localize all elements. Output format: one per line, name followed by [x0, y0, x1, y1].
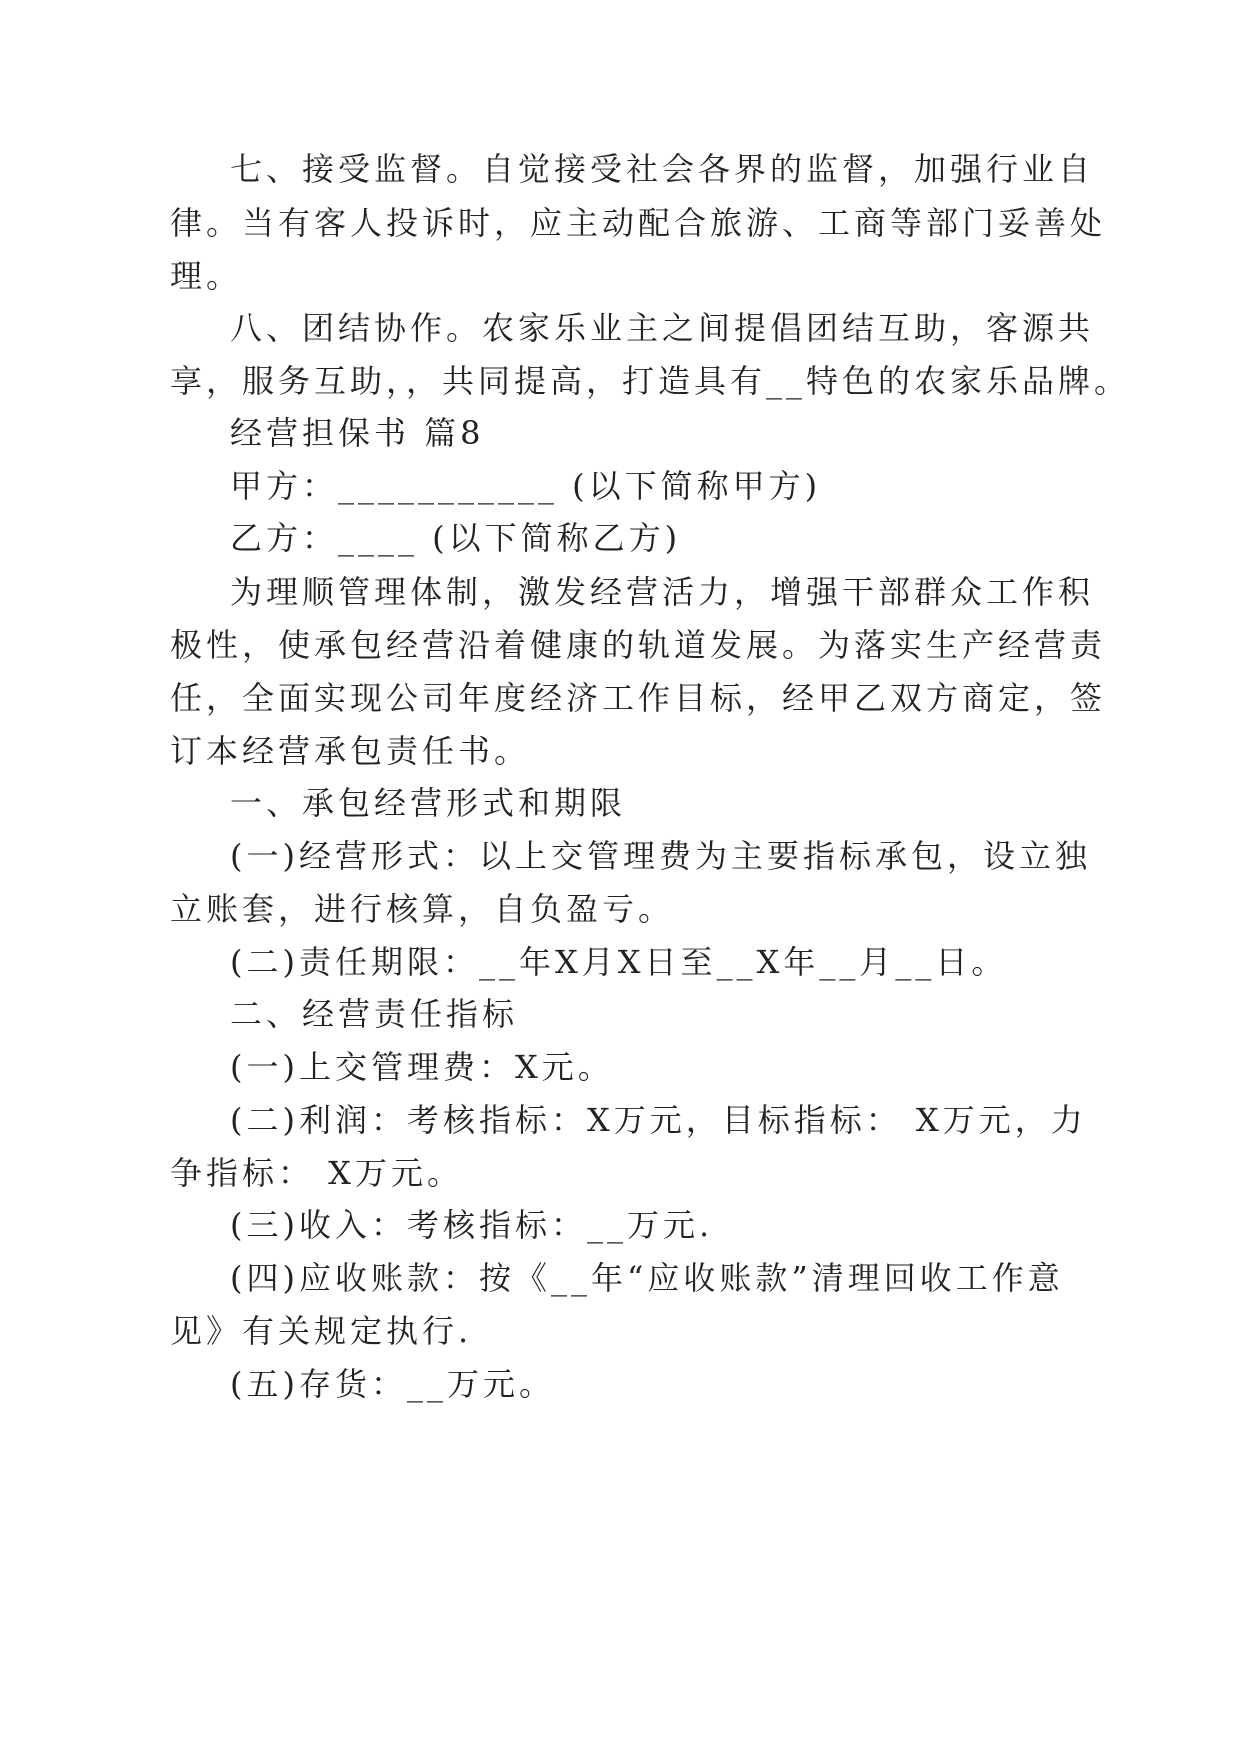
paragraph-line: 为理顺管理体制，激发经营活力，增强干部群众工作积 [230, 573, 1095, 611]
paragraph-line: (二)利润：考核指标：X万元，目标指标： X万元，力 [230, 1101, 1087, 1139]
paragraph-line: (一)上交管理费：X元。 [230, 1048, 614, 1086]
section-heading: 二、经营责任指标 [230, 995, 519, 1033]
section-heading: 经营担保书 篇8 [230, 414, 485, 452]
paragraph-line: (二)责任期限：__年X月X日至__X年__月__日。 [230, 943, 1008, 981]
paragraph-line: (五)存货：__万元。 [230, 1365, 555, 1403]
paragraph-line: 争指标： X万元。 [170, 1154, 463, 1192]
paragraph-line: 享，服务互助，，共同提高，打造具有__特色的农家乐品牌。 [170, 362, 1131, 400]
paragraph-line: 订本经营承包责任书。 [170, 732, 531, 770]
section-heading: 一、承包经营形式和期限 [230, 784, 627, 822]
paragraph-line: 立账套，进行核算，自负盈亏。 [170, 890, 675, 928]
paragraph-line: (三)收入：考核指标：__万元. [230, 1206, 714, 1244]
paragraph-line: 见》有关规定执行. [170, 1312, 473, 1350]
party-b-line: 乙方：____ (以下简称乙方) [230, 519, 682, 557]
paragraph-line: (四)应收账款：按《__年“应收账款”清理回收工作意 [230, 1259, 1064, 1297]
paragraph-line: 理。 [170, 257, 243, 295]
paragraph-line: 七、接受监督。自觉接受社会各界的监督，加强行业自 [230, 150, 1095, 188]
paragraph-line: 八、团结协作。农家乐业主之间提倡团结互助，客源共 [230, 309, 1095, 347]
party-a-line: 甲方：___________ (以下简称甲方) [230, 467, 822, 505]
paragraph-line: (一)经营形式：以上交管理费为主要指标承包，设立独 [230, 837, 1091, 875]
paragraph-line: 任，全面实现公司年度经济工作目标，经甲乙双方商定，签 [170, 679, 1107, 717]
paragraph-line: 律。当有客人投诉时，应主动配合旅游、工商等部门妥善处 [170, 204, 1107, 242]
paragraph-line: 极性，使承包经营沿着健康的轨道发展。为落实生产经营责 [170, 626, 1107, 664]
